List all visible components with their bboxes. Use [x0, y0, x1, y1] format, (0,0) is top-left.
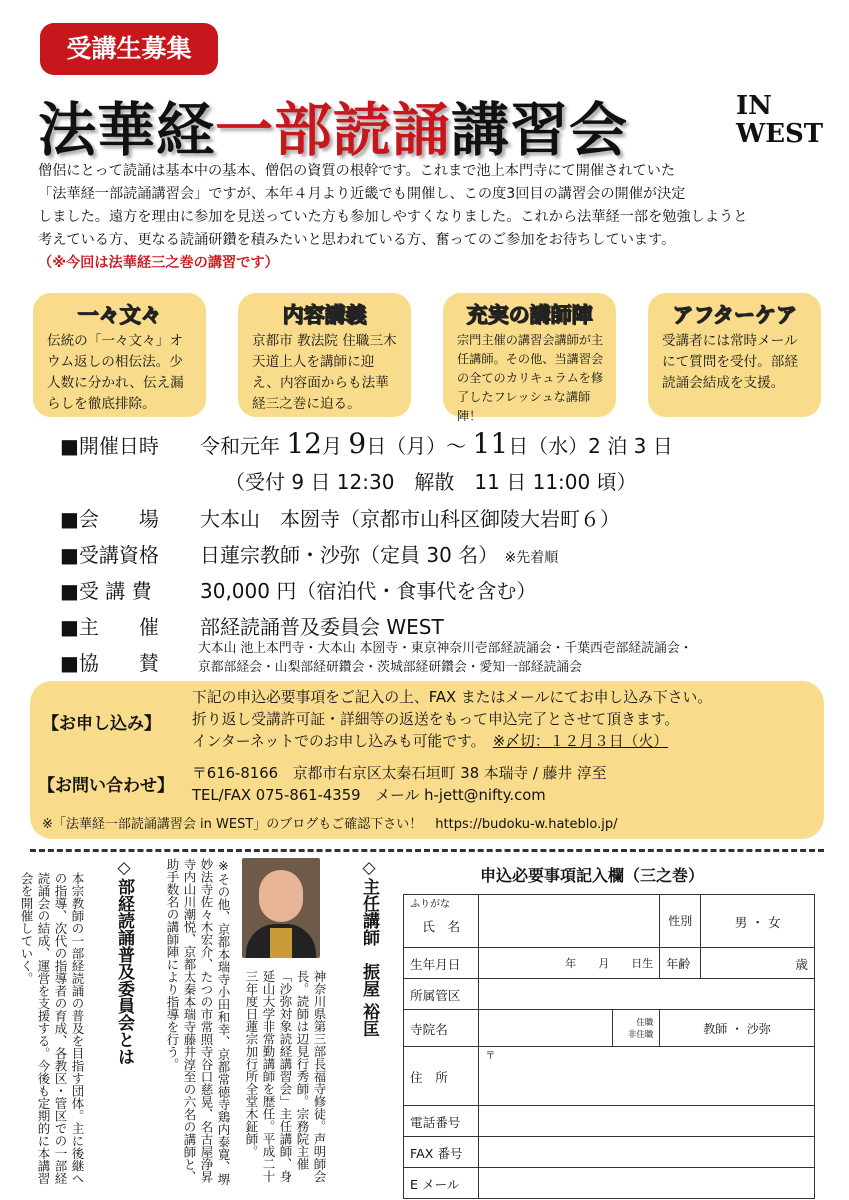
email-field[interactable]: [479, 1168, 815, 1199]
date-row: ■開催日時 令和元年 12月 9日（月）〜 11日（水）2 泊 3 日: [60, 427, 673, 460]
qualification-row: ■受講資格 日蓮宗教師・沙弥（定員 30 名） ※先着順: [60, 543, 559, 567]
venue-row: ■会 場 大本山 本圀寺（京都市山科区御陵大岩町６）: [60, 507, 620, 531]
application-form: ふりがな 氏 名 性別 男 ・ 女 生年月日 年 月 日生 年齢 歳 所属管区 寺院名 住職 非住職 教師 ・ 沙弥 住 所 〒 電話番号 FAX 番号 E メール: [403, 894, 815, 1199]
age-field[interactable]: 歳: [701, 948, 815, 979]
name-field[interactable]: [479, 895, 660, 948]
feature-card: アフターケア 受講者には常時メールにて質問を受付。部経読誦会結成を支援。: [648, 293, 821, 417]
apply-box: [30, 681, 824, 839]
feature-card: 一々文々 伝統の「一々文々」オウム返しの相伝法。少人数に分かれ、伝え漏らしを徹底排除。: [33, 293, 206, 417]
fax-field[interactable]: [479, 1137, 815, 1168]
apply-label: 【お申し込み】: [42, 714, 161, 734]
apply-text: 下記の申込必要事項をご記入の上、FAX またはメールにてお申し込み下さい。 折り返し受講許可証・詳細等の返送をもって申込完了とさせて頂きます。 インターネットでのお申し込みも可能です。 ※〆切：１２月３日（火）: [192, 689, 713, 750]
committee-heading: ◇部経読誦普及委員会とは: [114, 858, 134, 1065]
blog-note: ※「法華経一部読誦講習会 in WEST」のブログもご確認下さい！ https://budoku-w.hateblo.jp/: [42, 817, 618, 832]
host-row: ■主 催 部経読誦普及委員会 WEST: [60, 615, 444, 639]
district-field[interactable]: [479, 979, 815, 1010]
form-title: 申込必要事項記入欄（三之巻）: [480, 866, 705, 885]
sex-field[interactable]: 男 ・ 女: [701, 895, 815, 948]
feature-card: 内容講義 京都市 教法院 住職三木 天道上人を講師に迎え、内容面からも法華経三之巻に迫る。: [238, 293, 411, 417]
blog-link[interactable]: https://budoku-w.hateblo.jp/: [435, 817, 618, 832]
lead-instructor-bio: 神奈川県第三部長福寺修徒。声明師会長。読師は辺見行秀師。宗務院主催「沙弥対象読経講習会」主任講師、身延山大学非常勤講師を歴任。平成二十三年度日蓮宗加行所全堂木鉦師。: [244, 970, 327, 1183]
title-in-west: IN WEST: [736, 91, 824, 149]
lead-instructor-heading: ◇主任講師 振屋 裕匡: [359, 858, 379, 1037]
other-instructors: ※その他、京都本瑞寺小田和幸、京都常徳寺鶏内泰寛、堺妙法寺佐々木宏介、たつの市常照寺谷口慈晃、名古屋浄昇寺内山川潮悦、京都太秦本瑞寺藤井淳至の六名の講師と、助手数名の講師陣により指導を行う。: [165, 858, 231, 1186]
page-title: 法華経一部読誦講習会: [38, 96, 629, 164]
fee-row: ■受 講 費 30,000 円（宿泊代・食事代を含む）: [60, 579, 537, 603]
committee-desc: 本宗教師の一部経読誦の普及を目指す団体。主に後継への指導、次代の指導者の育成、各教区・管区での一部経読誦会の結成、運営を支援する。今後も定期的に本講習会を開催していく。: [19, 872, 85, 1185]
birth-field[interactable]: 年 月 日生: [479, 948, 660, 979]
inquiry-label: 【お問い合わせ】: [38, 776, 174, 796]
support-row: ■協 賛: [60, 651, 159, 675]
recruit-badge: 受講生募集: [40, 23, 218, 75]
deadline: ※〆切：１２月３日（火）: [492, 733, 669, 750]
cut-line: [30, 849, 824, 852]
instructor-photo: [242, 858, 320, 958]
feature-card: 充実の講師陣 宗門主催の講習会講師が主任講師。その他、当講習会の全てのカリキュラムを修了したフレッシュな講師陣！: [443, 293, 616, 417]
intro-text: 僧侶にとって読誦は基本中の基本、僧侶の資質の根幹です。これまで池上本門寺にて開催されていた 「法華経一部読誦講習会」ですが、本年４月より近畿でも開催し、この度3回目の講習会の開催が決定 しました。遠方を理由に参加を見送っていた方も参加しやすくなりました。これから法華経一部を勉強しようと 考えている方、更なる読誦研鑽を積みたいと思われている方、奮ってのご参加をお待ちしています。 （※今回は法華経三之巻の講習です）: [38, 160, 818, 275]
address-field[interactable]: 〒: [479, 1047, 815, 1106]
intro-note: （※今回は法華経三之巻の講習です）: [38, 255, 279, 271]
phone-field[interactable]: [479, 1106, 815, 1137]
date-sub: （受付 9 日 12:30 解散 11 日 11:00 頃）: [225, 470, 637, 494]
support-list: 大本山 池上本門寺・大本山 本圀寺・東京神奈川壱部経読誦会・千葉西壱部経読誦会・ 京都部経会・山梨部経研鑽会・茨城部経研鑽会・愛知一部経読誦会: [198, 641, 693, 675]
role-field[interactable]: 住職 非住職: [613, 1010, 660, 1047]
rank-field[interactable]: 教師 ・ 沙弥: [660, 1010, 815, 1047]
temple-field[interactable]: [479, 1010, 613, 1047]
contact-info: 〒616-8166 京都市右京区太秦石垣町 38 本瑞寺 / 藤井 淳至 TEL/FAX 075-861-4359 メール h-jett@nifty.com: [192, 765, 607, 804]
